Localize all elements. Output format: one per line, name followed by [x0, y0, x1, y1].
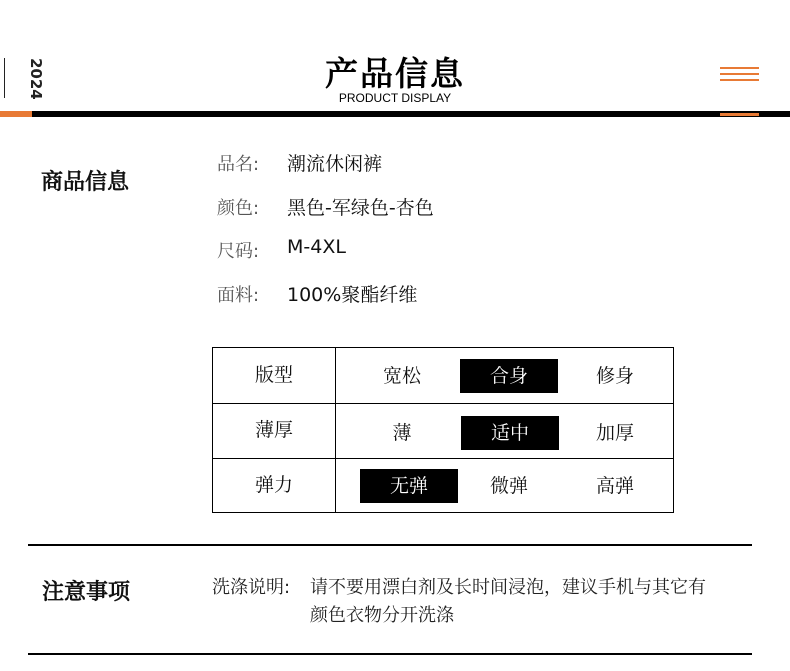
- page-title: 产品信息: [325, 54, 465, 93]
- option-medium-selected: 适中: [461, 416, 559, 450]
- option-high-stretch: 高弹: [595, 475, 634, 497]
- accent-bar-left: [0, 111, 32, 117]
- option-slight-stretch: 微弹: [489, 475, 528, 497]
- option-slim: 修身: [595, 365, 634, 387]
- fabric-label: 面料:: [217, 285, 260, 306]
- size-label: 尺码:: [217, 241, 260, 262]
- option-regular-selected: 合身: [460, 359, 558, 393]
- attr-name-elasticity: 弹力: [254, 474, 293, 496]
- color-label: 颜色:: [217, 198, 260, 219]
- product-info-heading: 商品信息: [41, 170, 130, 195]
- header-divider: [0, 111, 790, 117]
- table-column-divider: [335, 348, 336, 512]
- notes-divider-bottom: [28, 653, 752, 655]
- color-value: 黑色-军绿色-杏色: [287, 197, 434, 219]
- option-no-stretch-selected: 无弹: [360, 469, 458, 503]
- option-thin: 薄: [392, 422, 412, 444]
- option-thick: 加厚: [595, 422, 634, 444]
- name-label: 品名:: [217, 154, 260, 175]
- option-loose: 宽松: [382, 365, 421, 387]
- accent-bar-right: [720, 113, 759, 116]
- menu-lines-icon: [720, 67, 759, 81]
- attr-name-thickness: 薄厚: [254, 419, 293, 441]
- attr-name-fit: 版型: [254, 364, 293, 386]
- name-value: 潮流休闲裤: [287, 153, 383, 175]
- attribute-table: [212, 347, 674, 513]
- notes-heading: 注意事项: [42, 580, 131, 605]
- wash-instructions-label: 洗涤说明:: [212, 577, 291, 598]
- size-value: M-4XL: [287, 236, 346, 258]
- wash-instructions-line1: 请不要用漂白剂及长时间浸泡，建议手机与其它有: [310, 577, 706, 598]
- notes-divider-top: [28, 544, 752, 546]
- page-subtitle: PRODUCT DISPLAY: [338, 91, 452, 105]
- year-badge: 2024: [4, 58, 43, 98]
- fabric-value: 100%聚酯纤维: [287, 284, 418, 306]
- wash-instructions-line2: 颜色衣物分开洗涤: [310, 605, 454, 626]
